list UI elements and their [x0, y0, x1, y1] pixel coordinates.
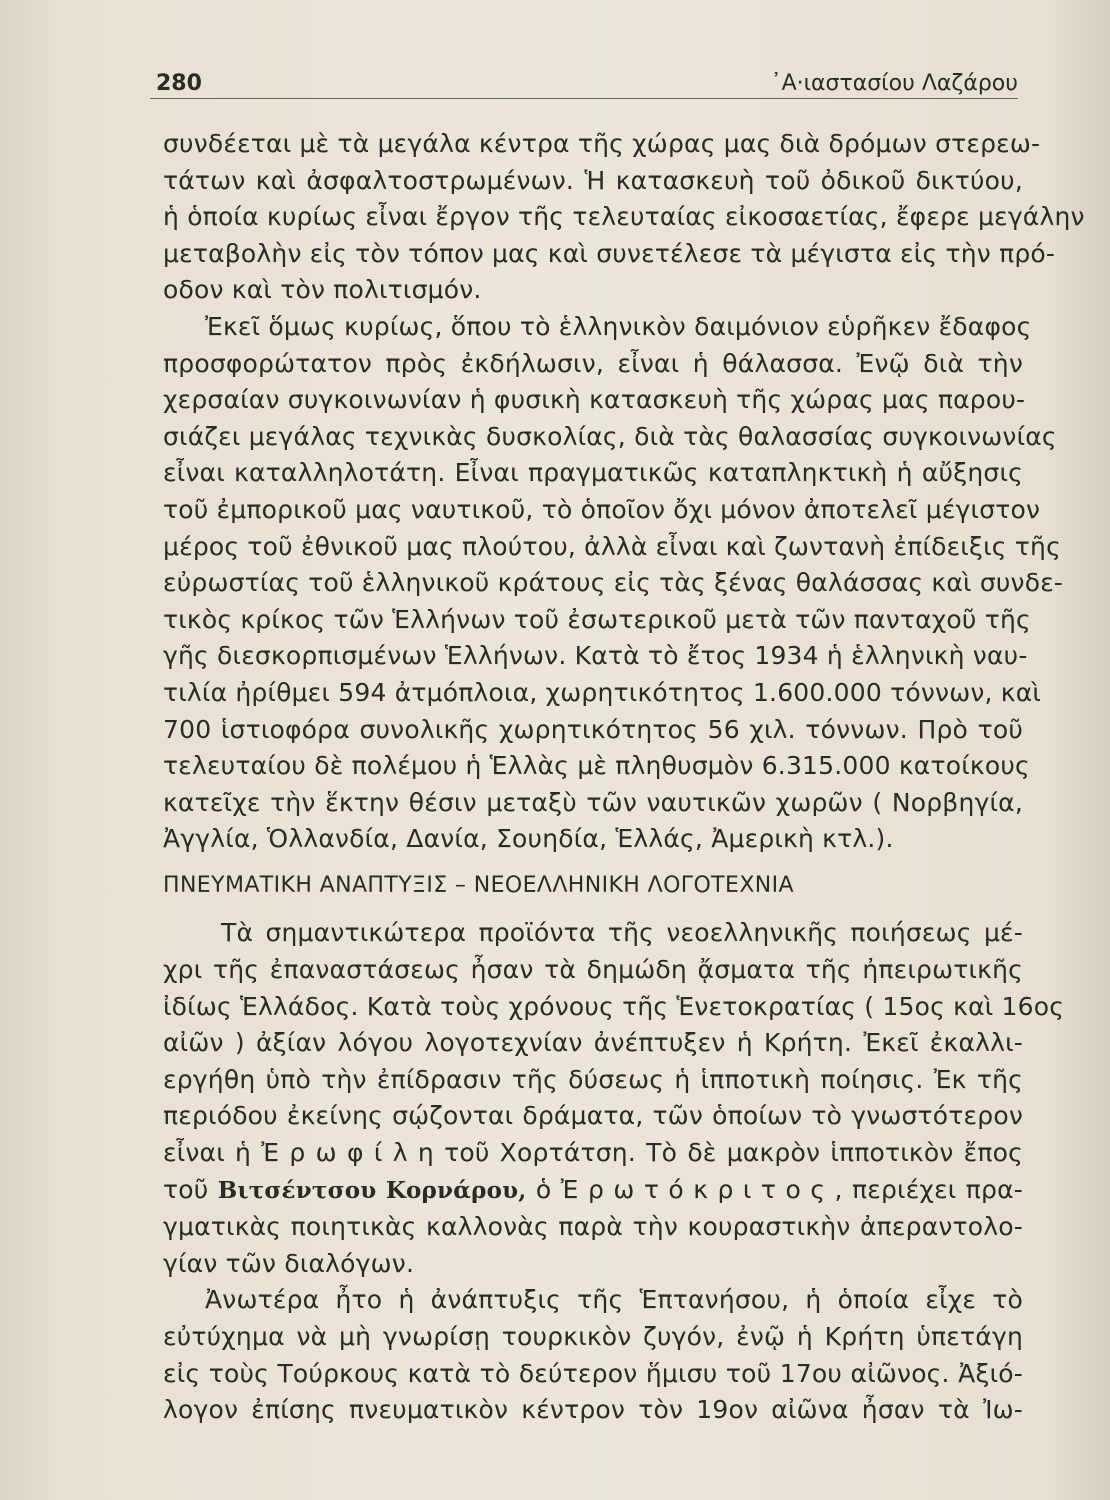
text-line: εἶναι καταλληλοτάτη. Εἶναι πραγματικῶς καταπληκτικὴ ἡ αὔξησις [163, 458, 1023, 488]
text-line: τιλία ἠρίθμει 594 ἀτμόπλοια, χωρητικότητος 1.600.000 τόννων, καὶ [163, 677, 1042, 707]
text-line: λογον ἐπίσης πνευματικὸν κέντρον τὸν 19ον αἰῶνα ἦσαν τὰ Ἰω- [163, 1395, 1023, 1425]
text-line: Ἀγγλία, Ὁλλανδία, Δανία, Σουηδία, Ἑλλάς, Ἀμερικὴ κτλ.). [163, 824, 894, 854]
text-line: περιόδου ἐκείνης σῴζονται δράματα, τῶν ὁποίων τὸ γνωστότερον [163, 1101, 1023, 1131]
text-line: τελευταίου δὲ πολέμου ἡ Ἑλλὰς μὲ πληθυσμὸν 6.315.000 κατοίκους [163, 751, 1030, 781]
text-line: οδον καὶ τὸν πολιτισμόν. [163, 275, 482, 305]
text-line: προσφορώτατον πρὸς ἐκδήλωσιν, εἶναι ἡ θάλασσα. Ἐνῷ διὰ τὴν [163, 348, 1023, 378]
section-heading: ΠΝΕΥΜΑΤΙΚΗ ΑΝΑΠΤΥΞΙΣ – ΝΕΟΕΛΛΗΝΙΚΗ ΛΟΓΟΤΕΧΝΙΑ [163, 872, 794, 898]
text-line: εργήθη ὑπὸ τὴν ἐπίδρασιν τῆς δύσεως ἡ ἱπποτικὴ ποίησις. Ἐκ τῆς [163, 1064, 1023, 1094]
text-line: τικὸς κρίκος τῶν Ἑλλήνων τοῦ ἐσωτερικοῦ μετὰ τῶν πανταχοῦ τῆς [163, 604, 1031, 634]
text-line: 700 ἱστιοφόρα συνολικῆς χωρητικότητος 56 χιλ. τόννων. Πρὸ τοῦ [163, 714, 1023, 744]
line-prefix: τοῦ [163, 1174, 218, 1204]
text-line: σιάζει μεγάλας τεχνικὰς δυσκολίας, διὰ τὰς θαλασσίας συγκοινωνίας [163, 421, 1057, 451]
text-line: γῆς διεσκορπισμένων Ἑλλήνων. Κατὰ τὸ ἔτος 1934 ἡ ἑλληνικὴ ναυ- [163, 641, 1028, 671]
page-header [150, 62, 1018, 99]
text-line: γματικὰς ποιητικὰς καλλονὰς παρὰ τὴν κουραστικὴν ἀπεραντολο- [163, 1212, 1023, 1242]
text-line: ἡ ὁποία κυρίως εἶναι ἔργον τῆς τελευταίας εἰκοσαετίας, ἔφερε μεγάλην [163, 202, 1085, 232]
text-line: τάτων καὶ ἀσφαλτοστρωμένων. Ἡ κατασκευὴ τοῦ ὀδικοῦ δικτύου, [163, 165, 1023, 195]
text-line: συνδέεται μὲ τὰ μεγάλα κέντρα τῆς χώρας μας διὰ δρόμων στερεω- [163, 129, 1041, 158]
text-line: μέρος τοῦ ἐθνικοῦ μας πλούτου, ἀλλὰ εἶναι καὶ ζωντανὴ ἐπίδειξις τῆς [163, 531, 1061, 561]
text-line: εἶναι ἡ Ἐ ρ ω φ ί λ η τοῦ Χορτάτση. Τὸ δὲ μακρὸν ἱπποτικὸν ἔπος [163, 1138, 1023, 1168]
page-number: 280 [156, 71, 202, 96]
text-line: χρι τῆς ἐπαναστάσεως ἦσαν τὰ δημώδη ᾄσματα τῆς ἠπειρωτικῆς [163, 955, 1023, 985]
text-line: χερσαίαν συγκοινωνίαν ἡ φυσικὴ κατασκευὴ τῆς χώρας μας παρου- [163, 385, 1026, 415]
author-name: Βιτσέντσου Κορνάρου, [217, 1176, 527, 1204]
text-line: τοῦ ἐμπορικοῦ μας ναυτικοῦ, τὸ ὁποῖον ὄχι μόνον ἀποτελεῖ μέγιστον [163, 494, 1041, 524]
text-line: κατεῖχε τὴν ἕκτην θέσιν μεταξὺ τῶν ναυτικῶν χωρῶν ( Νορβηγία, [163, 787, 1023, 817]
text-line: ἰδίως Ἑλλάδος. Κατὰ τοὺς χρόνους τῆς Ἑνετοκρατίας ( 15ος καὶ 16ος [163, 991, 1065, 1021]
text-line: εἰς τοὺς Τούρκους κατὰ τὸ δεύτερον ἥμισυ τοῦ 17ου αἰῶνος. Ἀξιό- [163, 1358, 1023, 1388]
running-head: ᾿Α·ιαστασίου Λαζάρου [770, 71, 1018, 96]
text-line: μεταβολὴν εἰς τὸν τόπον μας καὶ συνετέλεσε τὰ μέγιστα εἰς τὴν πρό- [163, 238, 1056, 268]
text-line: γίαν τῶν διαλόγων. [163, 1248, 415, 1278]
text-line: εὐτύχημα νὰ μὴ γνωρίσῃ τουρκικὸν ζυγόν, ἐνῷ ἡ Κρήτη ὑπετάγη [163, 1322, 1023, 1351]
text-line: Ἀνωτέρα ἦτο ἡ ἀνάπτυξις τῆς Ἑπτανήσου, ἡ ὁποία εἶχε τὸ [205, 1285, 1023, 1315]
body-text [163, 126, 1085, 1429]
text-line: αἰῶν ) ἀξίαν λόγου λογοτεχνίαν ἀνέπτυξεν ἡ Κρήτη. Ἐκεῖ ἐκαλλι- [163, 1028, 1023, 1058]
text-line-with-name [163, 1172, 1023, 1210]
line-suffix: ὁ Ἐ ρ ω τ ό κ ρ ι τ ο ς , περιέχει πρα- [526, 1174, 1023, 1204]
text-line: εὐρωστίας τοῦ ἑλληνικοῦ κράτους εἰς τὰς ξένας θαλάσσας καὶ συνδε- [163, 568, 1064, 598]
text-line: Τὰ σημαντικώτερα προϊόντα τῆς νεοελληνικῆς ποιήσεως μέ- [221, 918, 1023, 948]
text-line: Ἐκεῖ ὅμως κυρίως, ὅπου τὸ ἑλληνικὸν δαιμόνιον εὑρῆκεν ἔδαφος [205, 311, 1032, 341]
